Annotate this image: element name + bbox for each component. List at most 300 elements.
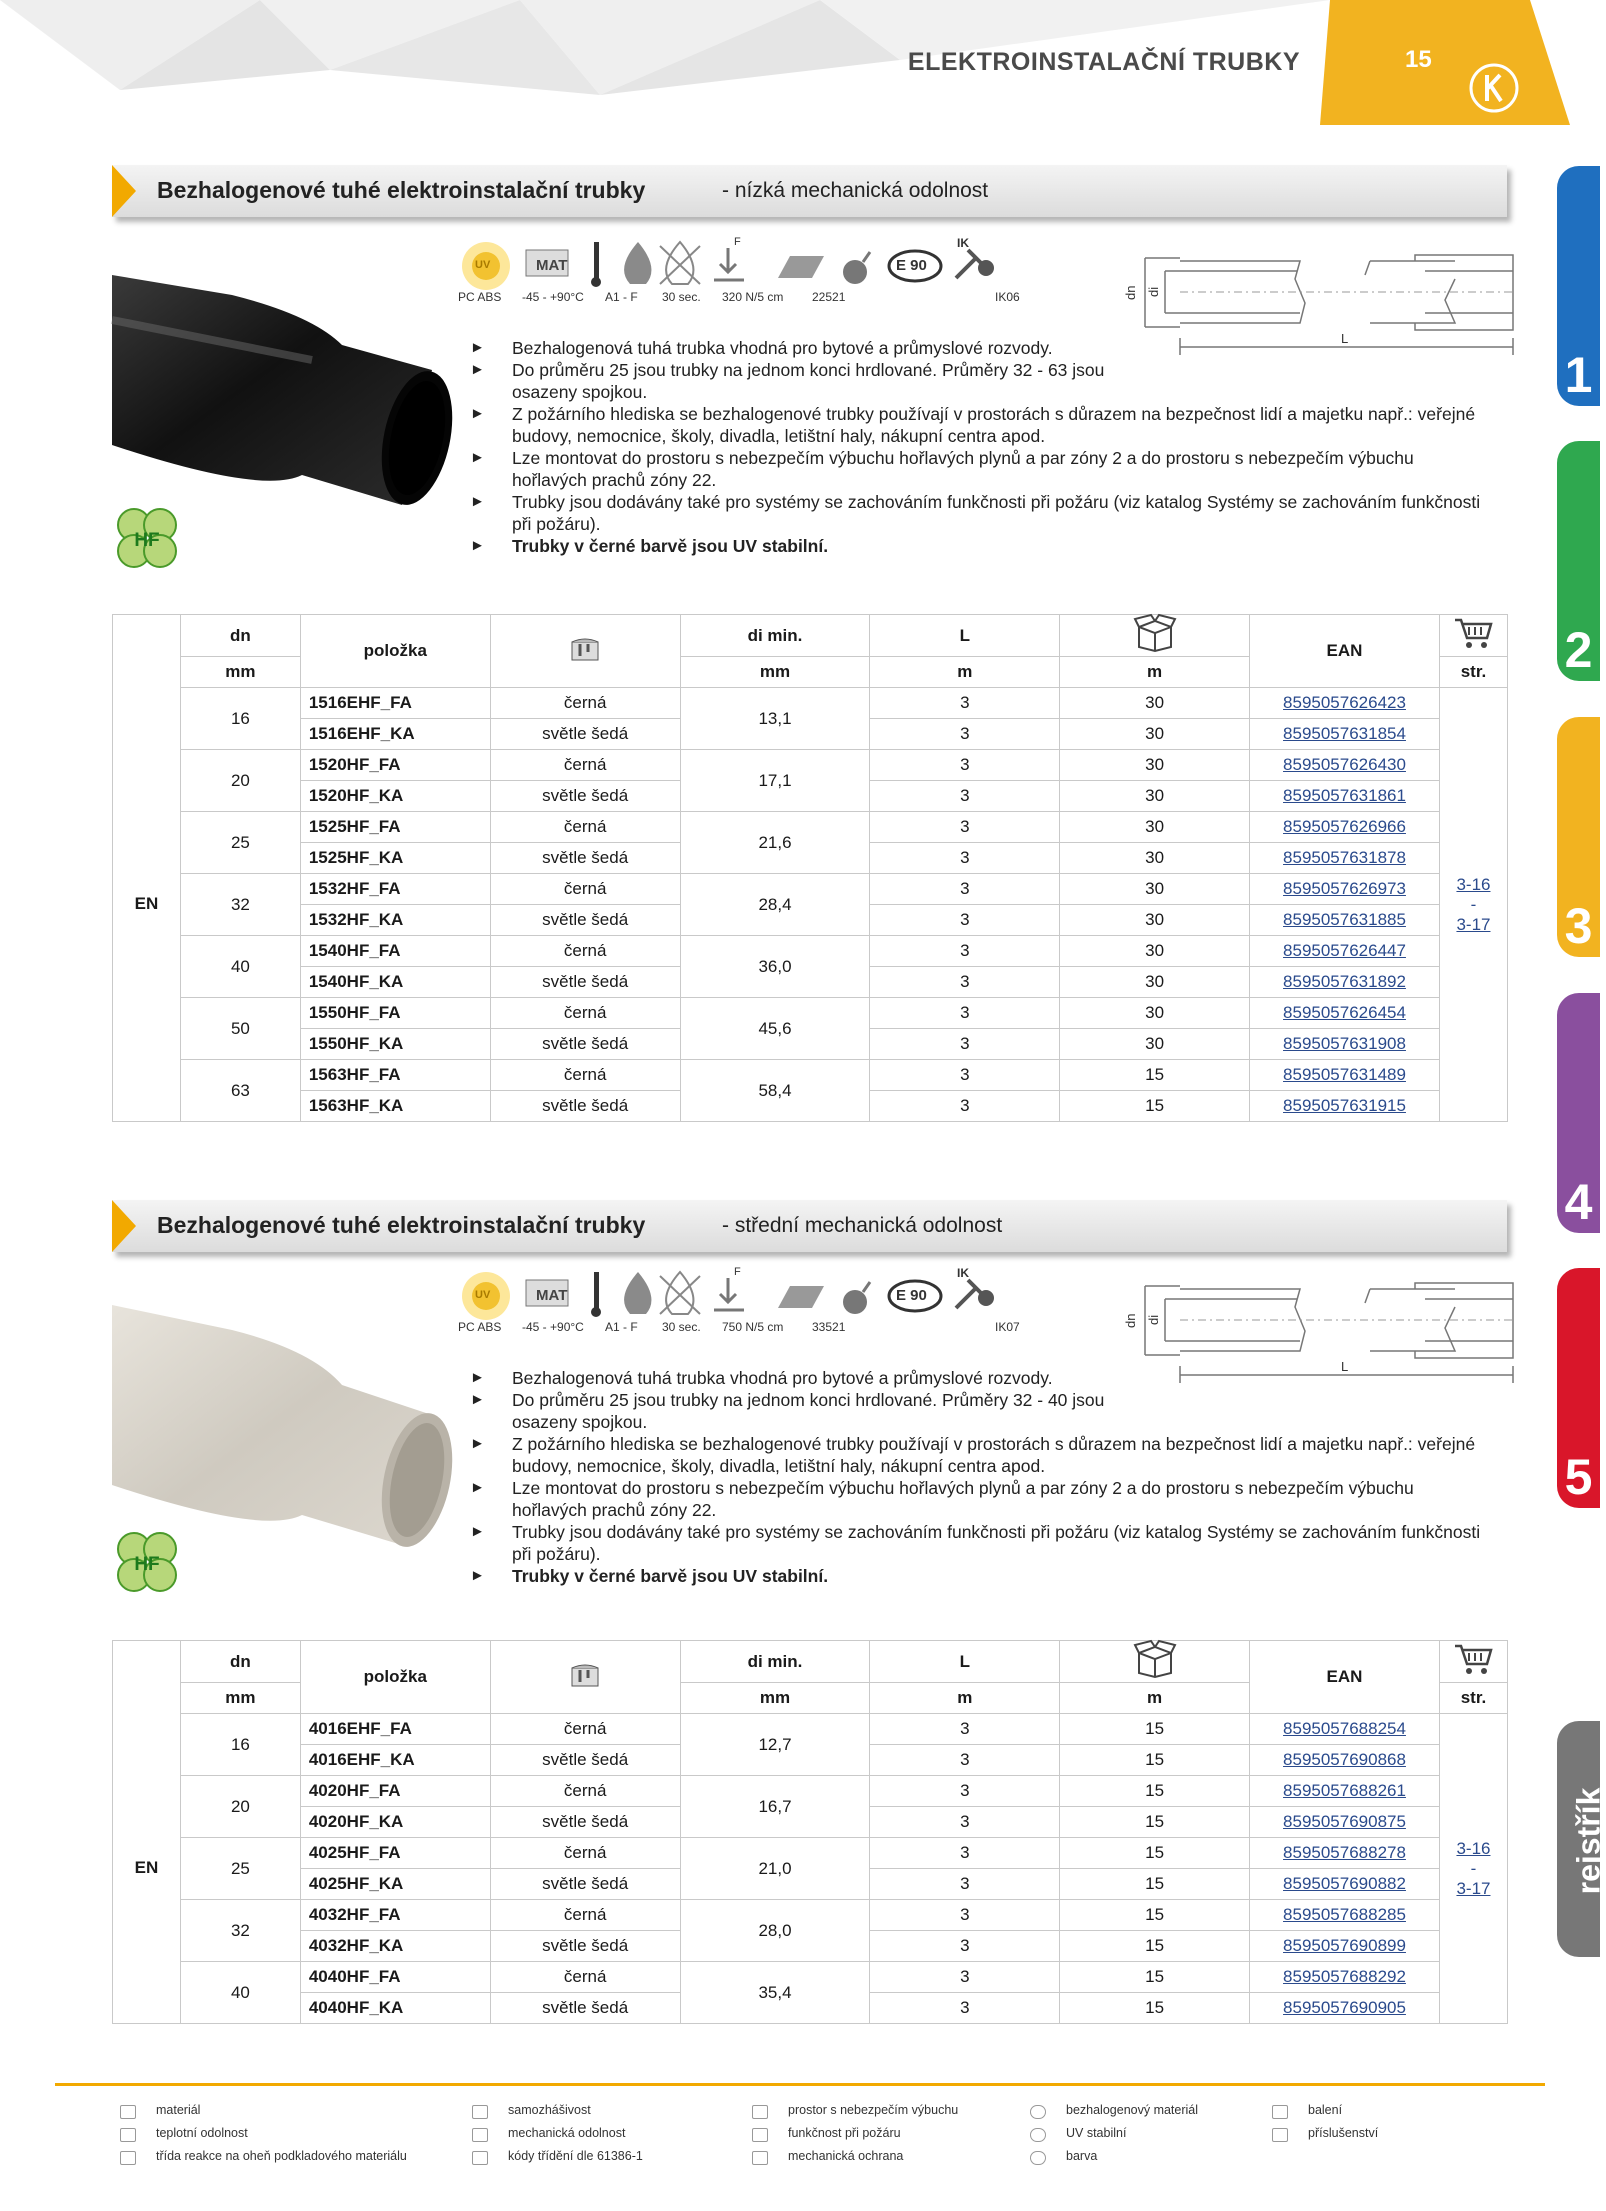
packaging-cell: 15 (1060, 1962, 1250, 1993)
col-di-unit: mm (680, 657, 870, 688)
color-cell: světle šedá (490, 1993, 680, 2024)
tab-2-label: 2 (1564, 622, 1593, 678)
length-cell: 3 (870, 967, 1060, 998)
bullet-item: ► Lze montovat do prostoru s nebezpečím výbuchu hořlavých plynů a par zóny 2 a do prostoru s nebezpečím výbuchu hořlavých prachů zóny 22. (470, 447, 1490, 491)
uv-icon-text: UV (475, 259, 491, 271)
color-cell: světle šedá (490, 1029, 680, 1060)
ik-icon-text: IK (957, 1266, 969, 1280)
packaging-cell: 30 (1060, 998, 1250, 1029)
diagram-L-label: L (1341, 331, 1349, 346)
icon-label-material: PC ABS (458, 1320, 502, 1334)
tab-3-label: 3 (1564, 898, 1593, 954)
ean-link[interactable]: 8595057690905 (1250, 1993, 1440, 2024)
length-cell: 3 (870, 688, 1060, 719)
legend-icon (472, 2151, 488, 2165)
code-cell: 4032HF_KA (300, 1931, 490, 1962)
col-L-unit: m (870, 657, 1060, 688)
packaging-cell: 30 (1060, 719, 1250, 750)
ean-link[interactable]: 8595057631878 (1250, 843, 1440, 874)
section-2-title: Bezhalogenové tuhé elektroinstalační trubky (157, 1212, 646, 1238)
color-cell: světle šedá (490, 1091, 680, 1122)
ean-link[interactable]: 8595057626454 (1250, 998, 1440, 1029)
color-cell: černá (490, 874, 680, 905)
mat-icon-text: MAT (536, 1287, 568, 1304)
tab-5-label: 5 (1564, 1449, 1593, 1505)
length-cell: 3 (870, 719, 1060, 750)
table-row (113, 998, 1508, 1029)
code-cell: 4040HF_FA (300, 1962, 490, 1993)
section-1-title: Bezhalogenové tuhé elektroinstalační trubky (157, 177, 646, 203)
color-cell: černá (490, 1900, 680, 1931)
explosion-hazard-icon (843, 252, 870, 284)
packaging-cell: 30 (1060, 812, 1250, 843)
page-ref-cell[interactable]: 3-16 - 3-17 (1439, 1714, 1507, 2024)
table-row (113, 1838, 1508, 1869)
legend-label: třída reakce na oheň podkladového materiálu (156, 2149, 407, 2163)
section-1-bullets (470, 337, 1490, 557)
length-cell: 3 (870, 1745, 1060, 1776)
packaging-cell: 15 (1060, 1745, 1250, 1776)
classification-code-icon (778, 256, 824, 278)
code-cell: 1563HF_KA (300, 1091, 490, 1122)
di-cell: 58,4 (680, 1060, 870, 1122)
code-cell: 1520HF_KA (300, 781, 490, 812)
ean-link[interactable]: 8595057626447 (1250, 936, 1440, 967)
bullet-item: ► Bezhalogenová tuhá trubka vhodná pro bytové a průmyslové rozvody. (470, 1367, 1490, 1389)
legend-label: funkčnost při požáru (788, 2126, 901, 2140)
table-row (113, 936, 1508, 967)
dn-cell: 16 (180, 1714, 300, 1776)
color-cell: světle šedá (490, 719, 680, 750)
ean-link[interactable]: 8595057688285 (1250, 1900, 1440, 1931)
color-cell: černá (490, 936, 680, 967)
ean-link[interactable]: 8595057690868 (1250, 1745, 1440, 1776)
packaging-cell: 30 (1060, 688, 1250, 719)
col-pack-unit: m (1060, 1683, 1250, 1714)
bullet-item: ► Z požárního hlediska se bezhalogenové trubky používají v prostorách s důrazem na bezpečnost lidí a majetku např.: veřejné budovy, nemocnice, školy, divadla, letištní haly, nákupní centra apod. (470, 403, 1490, 447)
page-number: 15 (1405, 46, 1432, 73)
col-ean: EAN (1250, 1641, 1440, 1714)
packaging-cell: 15 (1060, 1838, 1250, 1869)
color-cell: světle šedá (490, 1745, 680, 1776)
packaging-cell: 15 (1060, 1807, 1250, 1838)
color-cell: černá (490, 688, 680, 719)
packaging-cell: 15 (1060, 1776, 1250, 1807)
tab-5[interactable] (1557, 1268, 1600, 1508)
color-cell: světle šedá (490, 905, 680, 936)
legend-label: barva (1066, 2149, 1098, 2163)
section-2-bullets (470, 1367, 1490, 1587)
di-cell: 36,0 (680, 936, 870, 998)
legend-label: bezhalogenový materiál (1066, 2103, 1199, 2117)
icon-label-code: 33521 (812, 1320, 846, 1334)
di-cell: 21,6 (680, 812, 870, 874)
packaging-cell: 30 (1060, 905, 1250, 936)
table-row (113, 1714, 1508, 1745)
length-cell: 3 (870, 1993, 1060, 2024)
tab-index[interactable] (1557, 1721, 1606, 1957)
di-cell: 13,1 (680, 688, 870, 750)
color-cell: černá (490, 750, 680, 781)
f-icon-text: F (734, 236, 741, 248)
packaging-cell: 15 (1060, 1900, 1250, 1931)
col-cart-icon (1439, 615, 1507, 657)
col-dn-unit: mm (180, 1683, 300, 1714)
fire-reaction-icon (624, 242, 651, 284)
section-2-subtitle: - střední mechanická odolnost (722, 1214, 1003, 1237)
col-pack-unit: m (1060, 657, 1250, 688)
color-cell: černá (490, 1776, 680, 1807)
col-di: di min. (680, 1641, 870, 1683)
table-row (113, 750, 1508, 781)
col-str: str. (1439, 657, 1507, 688)
diagram-di-label: di (1146, 1314, 1161, 1325)
legend-icon (752, 2151, 768, 2165)
tab-index-label: rejstřík (1570, 1787, 1606, 1895)
legend-label: mechanická odolnost (508, 2126, 626, 2140)
norm-cell: EN (113, 1714, 181, 2024)
f-icon-text: F (734, 1266, 741, 1278)
di-cell: 12,7 (680, 1714, 870, 1776)
ean-link[interactable]: 8595057631892 (1250, 967, 1440, 998)
legend-icon (1272, 2105, 1288, 2119)
length-cell: 3 (870, 1714, 1060, 1745)
packaging-cell: 30 (1060, 936, 1250, 967)
legend-icon (120, 2151, 136, 2165)
table-row (113, 1962, 1508, 1993)
bullet-item: ► Do průměru 25 jsou trubky na jednom konci hrdlované. Průměry 32 - 63 jsou osazeny spojkou. (470, 359, 1120, 403)
length-cell: 3 (870, 1060, 1060, 1091)
color-cell: světle šedá (490, 843, 680, 874)
footer-divider (55, 2083, 1545, 2086)
length-cell: 3 (870, 750, 1060, 781)
length-cell: 3 (870, 1838, 1060, 1869)
col-L-unit: m (870, 1683, 1060, 1714)
e90-icon-text: E 90 (896, 257, 927, 274)
section-2-icon-strip (460, 1268, 1060, 1348)
icon-label-code: 22521 (812, 290, 846, 304)
code-cell: 1550HF_FA (300, 998, 490, 1029)
tab-4-label: 4 (1564, 1174, 1593, 1230)
section-1-icon-strip (460, 238, 1060, 318)
code-cell: 1532HF_FA (300, 874, 490, 905)
banner-arrow-icon (112, 165, 136, 217)
length-cell: 3 (870, 1962, 1060, 1993)
ean-link[interactable]: 8595057626430 (1250, 750, 1440, 781)
page-ref-link[interactable]: 3-16 (1456, 1838, 1491, 1858)
length-cell: 3 (870, 1931, 1060, 1962)
ean-link[interactable]: 8595057690875 (1250, 1807, 1440, 1838)
legend-label: samozhášivost (508, 2103, 591, 2117)
icon-label-extinguish: 30 sec. (662, 290, 701, 304)
length-cell: 3 (870, 1807, 1060, 1838)
dn-cell: 32 (180, 874, 300, 936)
norm-header-cell (113, 615, 181, 688)
code-cell: 1520HF_FA (300, 750, 490, 781)
page-ref-link[interactable]: 3-17 (1456, 914, 1491, 934)
legend-icon (1030, 2151, 1046, 2165)
icon-label-material: PC ABS (458, 290, 502, 304)
legend-label: kódy třídění dle 61386-1 (508, 2149, 643, 2163)
col-dn: dn (180, 615, 300, 657)
mat-icon-text: MAT (536, 257, 568, 274)
dn-cell: 20 (180, 750, 300, 812)
color-cell: světle šedá (490, 781, 680, 812)
bullet-item-bold: ► Trubky v černé barvě jsou UV stabilní. (470, 1565, 1490, 1587)
col-polozka: položka (300, 1641, 490, 1714)
temperature-icon (591, 1272, 601, 1317)
diagram-dn-label: dn (1123, 285, 1138, 300)
code-cell: 1525HF_FA (300, 812, 490, 843)
table-row (113, 1900, 1508, 1931)
legend-icon (752, 2105, 768, 2119)
col-dn: dn (180, 1641, 300, 1683)
legend-icon (1030, 2105, 1046, 2119)
dn-cell: 40 (180, 1962, 300, 2024)
icon-label-temperature: -45 - +90°C (522, 290, 584, 304)
col-dn-unit: mm (180, 657, 300, 688)
icon-label-compression: 320 N/5 cm (722, 290, 784, 304)
code-cell: 4016EHF_FA (300, 1714, 490, 1745)
dn-cell: 50 (180, 998, 300, 1060)
packaging-cell: 30 (1060, 781, 1250, 812)
color-cell: černá (490, 1962, 680, 1993)
halogen-free-clover-icon (112, 1527, 182, 1597)
table-row (113, 1060, 1508, 1091)
length-cell: 3 (870, 812, 1060, 843)
section-1-subtitle: - nízká mechanická odolnost (722, 179, 989, 202)
code-cell: 4020HF_FA (300, 1776, 490, 1807)
color-cell: černá (490, 1060, 680, 1091)
legend-label: příslušenství (1308, 2126, 1379, 2140)
legend-icon (472, 2128, 488, 2142)
code-cell: 4032HF_FA (300, 1900, 490, 1931)
legend-label: mechanická ochrana (788, 2149, 904, 2163)
di-cell: 21,0 (680, 1838, 870, 1900)
legend-icon (752, 2128, 768, 2142)
ean-link[interactable]: 8595057631489 (1250, 1060, 1440, 1091)
tab-3[interactable] (1557, 717, 1600, 957)
uv-icon-text: UV (475, 1289, 491, 1301)
color-cell: černá (490, 1838, 680, 1869)
section-2-product-table (112, 1640, 1508, 2024)
page-ref-cell[interactable]: 3-16 - 3-17 (1439, 688, 1507, 1122)
length-cell: 3 (870, 936, 1060, 967)
color-cell: světle šedá (490, 1931, 680, 1962)
col-cart-icon (1439, 1641, 1507, 1683)
packaging-cell: 15 (1060, 1993, 1250, 2024)
ean-link[interactable]: 8595057688292 (1250, 1962, 1440, 1993)
code-cell: 1532HF_KA (300, 905, 490, 936)
diagram-di-label: di (1146, 286, 1161, 297)
ean-link[interactable]: 8595057631915 (1250, 1091, 1440, 1122)
table-row (113, 1776, 1508, 1807)
icon-label-ik: IK07 (995, 1320, 1020, 1334)
brand-logo-icon (1468, 62, 1520, 114)
diagram-dn-label: dn (1123, 1313, 1138, 1328)
halogen-free-clover-icon (112, 503, 182, 573)
di-cell: 28,0 (680, 1900, 870, 1962)
legend-icon (1272, 2128, 1288, 2142)
ean-link[interactable]: 8595057688254 (1250, 1714, 1440, 1745)
e90-icon-text: E 90 (896, 1287, 927, 1304)
icon-label-compression: 750 N/5 cm (722, 1320, 784, 1334)
impact-hammer-icon (956, 250, 994, 278)
ean-link[interactable]: 8595057631885 (1250, 905, 1440, 936)
ean-link[interactable]: 8595057690899 (1250, 1931, 1440, 1962)
dn-cell: 63 (180, 1060, 300, 1122)
bullet-item: ► Z požárního hlediska se bezhalogenové trubky používají v prostorách s důrazem na bezpečnost lidí a majetku např.: veřejné budovy, nemocnice, školy, divadla, letištní haly, nákupní centra apod. (470, 1433, 1490, 1477)
code-cell: 1516EHF_KA (300, 719, 490, 750)
icon-label-fire-class: A1 - F (605, 290, 638, 304)
tab-4[interactable] (1557, 993, 1600, 1233)
packaging-cell: 30 (1060, 874, 1250, 905)
norm-header-cell (113, 1641, 181, 1714)
col-polozka: položka (300, 615, 490, 688)
legend-label: teplotní odolnost (156, 2126, 248, 2140)
code-cell: 4016EHF_KA (300, 1745, 490, 1776)
length-cell: 3 (870, 1776, 1060, 1807)
length-cell: 3 (870, 1900, 1060, 1931)
code-cell: 4025HF_FA (300, 1838, 490, 1869)
legend-label: balení (1308, 2103, 1343, 2117)
length-cell: 3 (870, 1869, 1060, 1900)
tab-1-label: 1 (1564, 347, 1593, 403)
col-L: L (870, 1641, 1060, 1683)
dn-cell: 25 (180, 1838, 300, 1900)
ean-link[interactable]: 8595057626966 (1250, 812, 1440, 843)
bullet-item: ► Trubky jsou dodávány také pro systémy se zachováním funkčnosti při požáru (viz katalog Systémy se zachováním funkčnosti při požáru). (470, 1521, 1490, 1565)
code-cell: 1550HF_KA (300, 1029, 490, 1060)
svg-text:HF: HF (134, 530, 160, 551)
length-cell: 3 (870, 1091, 1060, 1122)
col-color-icon (490, 1641, 680, 1714)
packaging-cell: 30 (1060, 1029, 1250, 1060)
compression-icon (714, 248, 744, 280)
col-di-unit: mm (680, 1683, 870, 1714)
col-packaging-icon (1060, 1641, 1250, 1683)
di-cell: 35,4 (680, 1962, 870, 2024)
ean-link[interactable]: 8595057631908 (1250, 1029, 1440, 1060)
ean-link[interactable]: 8595057631861 (1250, 781, 1440, 812)
ean-link[interactable]: 8595057688261 (1250, 1776, 1440, 1807)
dn-cell: 20 (180, 1776, 300, 1838)
packaging-cell: 30 (1060, 967, 1250, 998)
svg-text:HF: HF (134, 1554, 160, 1575)
legend-icon (120, 2128, 136, 2142)
dn-cell: 40 (180, 936, 300, 998)
norm-cell: EN (113, 688, 181, 1122)
dn-cell: 25 (180, 812, 300, 874)
page-ref-link[interactable]: 3-16 (1456, 874, 1491, 894)
self-extinguishing-icon (660, 242, 700, 284)
legend-icon (120, 2105, 136, 2119)
packaging-cell: 15 (1060, 1931, 1250, 1962)
banner-arrow-icon (112, 1200, 136, 1252)
bullet-item: ► Lze montovat do prostoru s nebezpečím výbuchu hořlavých plynů a par zóny 2 a do prostoru s nebezpečím výbuchu hořlavých prachů zóny 22. (470, 1477, 1490, 1521)
ik-icon-text: IK (957, 236, 969, 250)
col-str: str. (1439, 1683, 1507, 1714)
section-1-banner (112, 165, 1512, 225)
packaging-cell: 15 (1060, 1091, 1250, 1122)
packaging-cell: 15 (1060, 1869, 1250, 1900)
icon-label-ik: IK06 (995, 290, 1020, 304)
legend-label: UV stabilní (1066, 2126, 1127, 2140)
classification-code-icon (778, 1286, 824, 1308)
packaging-cell: 30 (1060, 843, 1250, 874)
impact-hammer-icon (956, 1280, 994, 1308)
ean-link[interactable]: 8595057626973 (1250, 874, 1440, 905)
col-packaging-icon (1060, 615, 1250, 657)
code-cell: 4025HF_KA (300, 1869, 490, 1900)
bullet-item: ► Bezhalogenová tuhá trubka vhodná pro bytové a průmyslové rozvody. (470, 337, 1490, 359)
color-cell: černá (490, 998, 680, 1029)
code-cell: 1525HF_KA (300, 843, 490, 874)
legend-icon (472, 2105, 488, 2119)
packaging-cell: 15 (1060, 1060, 1250, 1091)
length-cell: 3 (870, 874, 1060, 905)
compression-icon (714, 1278, 744, 1310)
di-cell: 28,4 (680, 874, 870, 936)
dn-cell: 16 (180, 688, 300, 750)
ean-link[interactable]: 8595057626423 (1250, 688, 1440, 719)
color-cell: černá (490, 1714, 680, 1745)
color-cell: světle šedá (490, 1807, 680, 1838)
col-di: di min. (680, 615, 870, 657)
table-row (113, 688, 1508, 719)
code-cell: 1563HF_FA (300, 1060, 490, 1091)
di-cell: 17,1 (680, 750, 870, 812)
icon-label-extinguish: 30 sec. (662, 1320, 701, 1334)
legend-label: materiál (156, 2103, 201, 2117)
code-cell: 1516EHF_FA (300, 688, 490, 719)
table-row (113, 812, 1508, 843)
code-cell: 4040HF_KA (300, 1993, 490, 2024)
ean-link[interactable]: 8595057688278 (1250, 1838, 1440, 1869)
col-ean: EAN (1250, 615, 1440, 688)
code-cell: 4020HF_KA (300, 1807, 490, 1838)
icon-label-temperature: -45 - +90°C (522, 1320, 584, 1334)
self-extinguishing-icon (660, 1272, 700, 1314)
bullet-item: ► Do průměru 25 jsou trubky na jednom konci hrdlované. Průměry 32 - 40 jsou osazeny spojkou. (470, 1389, 1120, 1433)
color-cell: světle šedá (490, 1869, 680, 1900)
ean-link[interactable]: 8595057631854 (1250, 719, 1440, 750)
color-cell: černá (490, 812, 680, 843)
icon-label-fire-class: A1 - F (605, 1320, 638, 1334)
section-1-product-table (112, 614, 1508, 1122)
di-cell: 16,7 (680, 1776, 870, 1838)
tab-1[interactable] (1557, 166, 1600, 406)
length-cell: 3 (870, 998, 1060, 1029)
packaging-cell: 15 (1060, 1714, 1250, 1745)
table-row (113, 874, 1508, 905)
legend-icon (1030, 2128, 1046, 2142)
code-cell: 1540HF_KA (300, 967, 490, 998)
length-cell: 3 (870, 905, 1060, 936)
temperature-icon (591, 242, 601, 287)
page-ref-link[interactable]: 3-17 (1456, 1878, 1491, 1898)
bullet-item-bold: ► Trubky v černé barvě jsou UV stabilní. (470, 535, 1490, 557)
diagram-L-label: L (1341, 1359, 1349, 1374)
ean-link[interactable]: 8595057690882 (1250, 1869, 1440, 1900)
length-cell: 3 (870, 843, 1060, 874)
tab-2[interactable] (1557, 441, 1600, 681)
header-title: ELEKTROINSTALAČNÍ TRUBKY (907, 48, 1300, 76)
col-color-icon (490, 615, 680, 688)
code-cell: 1540HF_FA (300, 936, 490, 967)
di-cell: 45,6 (680, 998, 870, 1060)
length-cell: 3 (870, 1029, 1060, 1060)
